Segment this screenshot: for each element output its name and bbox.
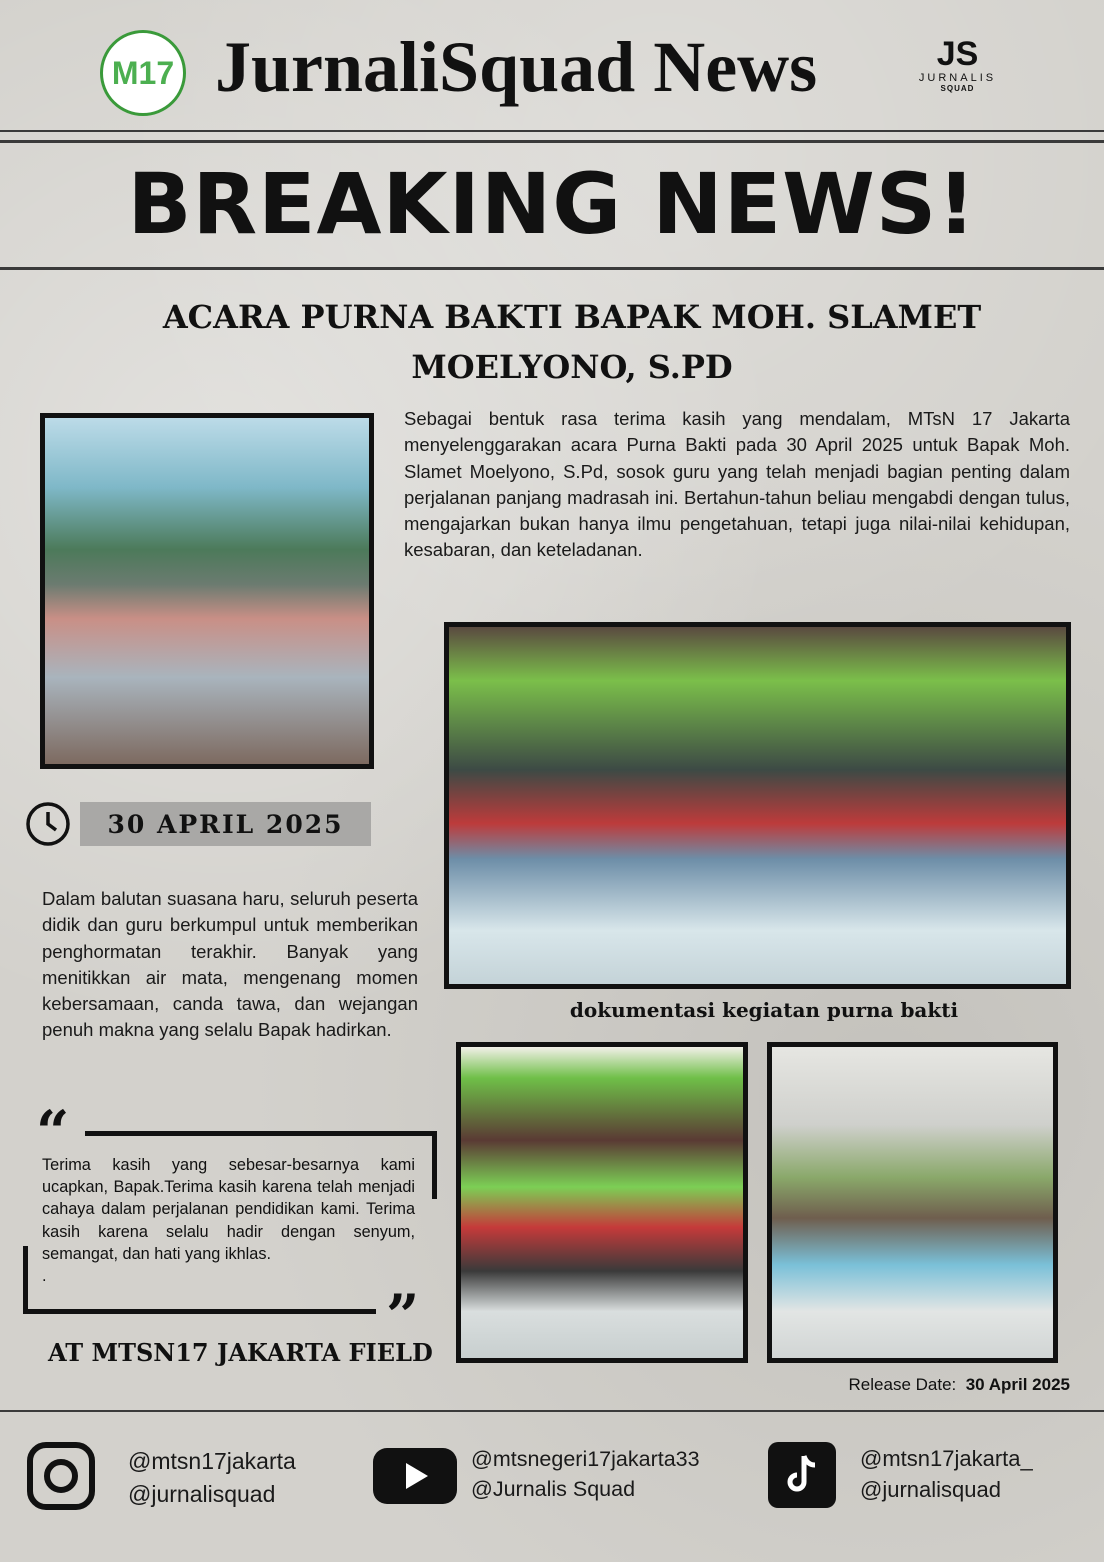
intro-paragraph: Sebagai bentuk rasa terima kasih yang mendalam, MTsN 17 Jakarta menyelenggarakan acara Purna Bakti pada 30 April 2025 untuk Bapak Moh. Slamet Moelyono, S.Pd, sosok guru yang telah menjadi bagian penting dalam perjalanan panjang madrasah ini. Bertahun-tahun beliau mengabdi dengan tulus, mengajarkan bukan hanya ilmu pengetahuan, tetapi juga nilai-nilai kehidupan, kesabaran, dan keteladanan. [404, 408, 1070, 561]
instagram-handle-school[interactable]: @mtsn17jakarta [128, 1448, 296, 1474]
event-date: 30 APRIL 2025 [80, 802, 371, 846]
youtube-handles [471, 1444, 700, 1504]
quote-text: Terima kasih yang sebesar-besarnya kami ucapkan, Bapak.Terima kasih karena telah menjadi cahaya dalam perjalanan pendidikan kami. Terima kasih karena selalu hadir dengan senyum, semangat, dan hati yang ikhlas. . [42, 1156, 415, 1286]
jurnalis-squad-logo: JS JURNALIS SQUAD [918, 35, 997, 93]
divider [0, 130, 1104, 132]
quote-border [85, 1131, 437, 1136]
photo-students-field [40, 413, 374, 769]
article-headline: ACARA PURNA BAKTI BAPAK MOH. SLAMET MOELYONO, S.PD [162, 298, 982, 386]
youtube-handle-squad[interactable]: @Jurnalis Squad [471, 1477, 636, 1501]
close-quote-icon: ” [386, 1282, 420, 1350]
tiktok-handle-squad[interactable]: @jurnalisquad [860, 1477, 1001, 1502]
tiktok-handles [860, 1443, 1033, 1505]
photo-teacher-seated [444, 622, 1071, 989]
photo-teacher-standing [456, 1042, 748, 1363]
tiktok-icon [768, 1442, 836, 1508]
youtube-handle-school[interactable]: @mtsnegeri17jakarta33 [471, 1447, 700, 1471]
divider [0, 140, 1104, 143]
breaking-news-banner: BREAKING NEWS! [127, 155, 977, 253]
clock-icon [25, 801, 71, 847]
masthead-title: JurnaliSquad News [215, 27, 818, 107]
body-paragraph: Dalam balutan suasana haru, seluruh peserta didik dan guru berkumpul untuk memberikan penghormatan terakhir. Banyak yang menitikkan air mata, mengenang momen kebersamaan, canda tawa, dan wejangan penuh makna yang selalu Bapak hadirkan. [42, 888, 418, 1041]
open-quote-icon: “ [36, 1098, 70, 1166]
youtube-icon [373, 1448, 457, 1504]
divider [0, 1410, 1104, 1412]
photo-caption: dokumentasi kegiatan purna bakti [569, 998, 959, 1022]
instagram-icon [27, 1442, 95, 1510]
release-date: Release Date: 30 April 2025 [848, 1375, 1070, 1394]
quote-border [23, 1309, 376, 1314]
instagram-handles [128, 1445, 296, 1511]
school-logo: M17 [100, 30, 186, 116]
location-label: AT MTSN17 JAKARTA FIELD [48, 1338, 433, 1367]
quote-border [23, 1246, 28, 1314]
quote-border [432, 1131, 437, 1199]
tiktok-handle-school[interactable]: @mtsn17jakarta_ [860, 1446, 1033, 1471]
instagram-handle-squad[interactable]: @jurnalisquad [128, 1481, 276, 1507]
photo-student-speech [767, 1042, 1058, 1363]
divider [0, 267, 1104, 270]
